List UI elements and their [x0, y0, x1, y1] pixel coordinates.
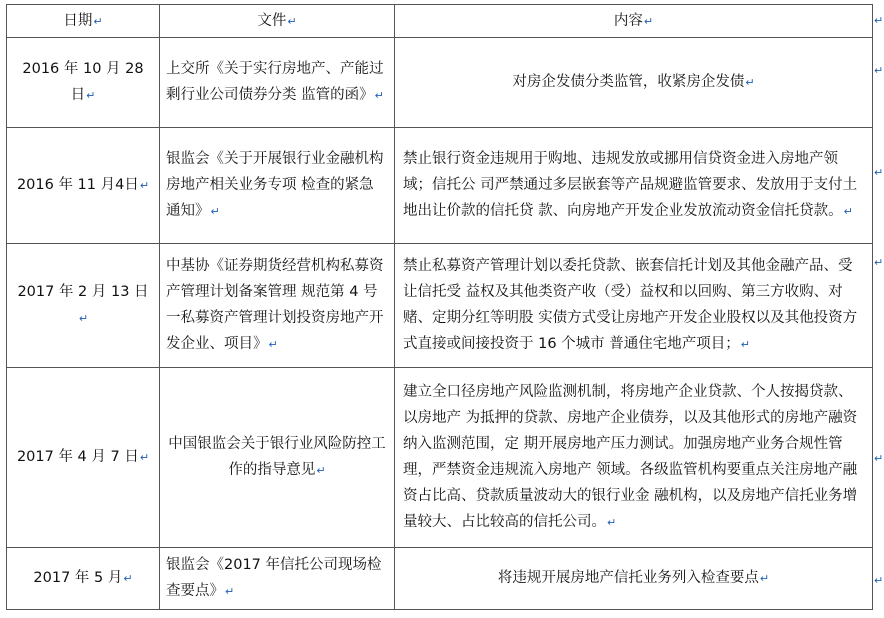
content-text: 将违规开展房地产信托业务列入检查要点: [497, 570, 759, 586]
paragraph-mark-icon: ↵: [210, 205, 220, 218]
paragraph-mark-icon: ↵: [745, 76, 755, 89]
header-file: [160, 5, 395, 38]
date-text: 2016 年 10 月 28 日: [22, 61, 144, 103]
policy-table: [6, 4, 873, 610]
file-text: 上交所《关于实行房地产、产能过剩行业公司债券分类 监管的函》: [166, 61, 384, 103]
row-end-mark-icon: ↵: [874, 574, 884, 587]
row-end-mark-icon: ↵: [874, 14, 884, 27]
content-cell: [395, 128, 873, 244]
paragraph-mark-icon: ↵: [287, 14, 297, 28]
file-cell: [160, 38, 395, 128]
content-text: 建立全口径房地产风险监测机制，将房地产企业贷款、个人按揭贷款、以房地产 为抵押的贷款、房地产企业债券，以及其他形式的房地产融资纳入监测范围，定 期开展房地产压力测试。加强房地产业务合规性管理，严禁资金违规流入房地产 领域。各级监管机构要重点关注房地产融资占比高、贷款质量波动大的银行业金 融机构，以及房地产信托业务增量较大、占比较高的信托公司。: [403, 384, 858, 530]
paragraph-mark-icon: ↵: [643, 14, 654, 28]
content-cell: [395, 244, 873, 368]
content-text: 禁止银行资金违规用于购地、违规发放或挪用信贷资金进入房地产领域；信托公 司严禁通过多层嵌套等产品规避监管要求、发放用于支付土地出让价款的信托贷 款、向房地产开发企业发放流动资金信托贷款。: [403, 151, 858, 219]
paragraph-mark-icon: ↵: [607, 516, 617, 529]
file-cell: [160, 128, 395, 244]
row-end-mark-icon: ↵: [874, 64, 884, 77]
paragraph-mark-icon: ↵: [139, 179, 150, 192]
table-row: [7, 548, 873, 610]
file-text: 中国银监会关于银行业风险防控工作的指导意见: [168, 436, 386, 478]
content-text: 对房企发债分类监管，收紧房企发债: [512, 74, 745, 90]
paragraph-mark-icon: ↵: [740, 338, 750, 351]
paragraph-mark-icon: ↵: [268, 338, 278, 351]
file-cell: [160, 244, 395, 368]
header-file-label: 文件: [257, 12, 287, 29]
header-row: [7, 5, 873, 38]
file-text: 银监会《关于开展银行业金融机构房地产相关业务专项 检查的紧急通知》: [166, 151, 384, 219]
date-cell: [7, 38, 160, 128]
file-cell: [160, 368, 395, 548]
date-cell: [7, 244, 160, 368]
table-row: [7, 38, 873, 128]
paragraph-mark-icon: ↵: [86, 89, 96, 102]
table-row: [7, 244, 873, 368]
paragraph-mark-icon: ↵: [759, 572, 770, 585]
paragraph-mark-icon: ↵: [316, 464, 326, 477]
date-cell: [7, 128, 160, 244]
content-cell: [395, 368, 873, 548]
table-row: [7, 128, 873, 244]
header-content: [395, 5, 873, 38]
content-text: 禁止私募资产管理计划以委托贷款、嵌套信托计划及其他金融产品、受让信托受 益权及其他类资产收（受）益权和以回购、第三方收购、对赌、定期分红等明股 实债方式受让房地产开发企业股权以及其他投资方式直接或间接投资于 16 个城市 普通住宅地产项目；: [403, 258, 858, 352]
paragraph-mark-icon: ↵: [374, 89, 384, 102]
content-cell: [395, 548, 873, 610]
date-cell: [7, 368, 160, 548]
file-cell: [160, 548, 395, 610]
date-text: 2017 年 2 月 13 日: [17, 284, 149, 300]
header-content-label: 内容: [613, 12, 643, 29]
paragraph-mark-icon: ↵: [123, 572, 133, 585]
date-text: 2017 年 4 月 7 日: [16, 449, 139, 465]
date-text: 2016 年 11 月4日: [16, 177, 139, 193]
paragraph-mark-icon: ↵: [225, 585, 235, 598]
row-end-mark-icon: ↵: [874, 452, 884, 465]
header-date-label: 日期: [63, 12, 93, 29]
content-cell: [395, 38, 873, 128]
file-text: 银监会《2017 年信托公司现场检查要点》: [166, 557, 382, 599]
paragraph-mark-icon: ↵: [78, 312, 89, 325]
paragraph-mark-icon: ↵: [93, 14, 103, 28]
paragraph-mark-icon: ↵: [139, 451, 150, 464]
row-end-mark-icon: ↵: [874, 256, 884, 269]
table-row: [7, 368, 873, 548]
file-text: 中基协《证券期货经营机构私募资产管理计划备案管理 规范第 4 号一私募资产管理计划投资房地产开发企业、项目》: [166, 258, 384, 352]
date-cell: [7, 548, 160, 610]
date-text: 2017 年 5 月: [33, 570, 123, 586]
header-date: [7, 5, 160, 38]
paragraph-mark-icon: ↵: [843, 205, 853, 218]
row-end-mark-icon: ↵: [874, 166, 884, 179]
